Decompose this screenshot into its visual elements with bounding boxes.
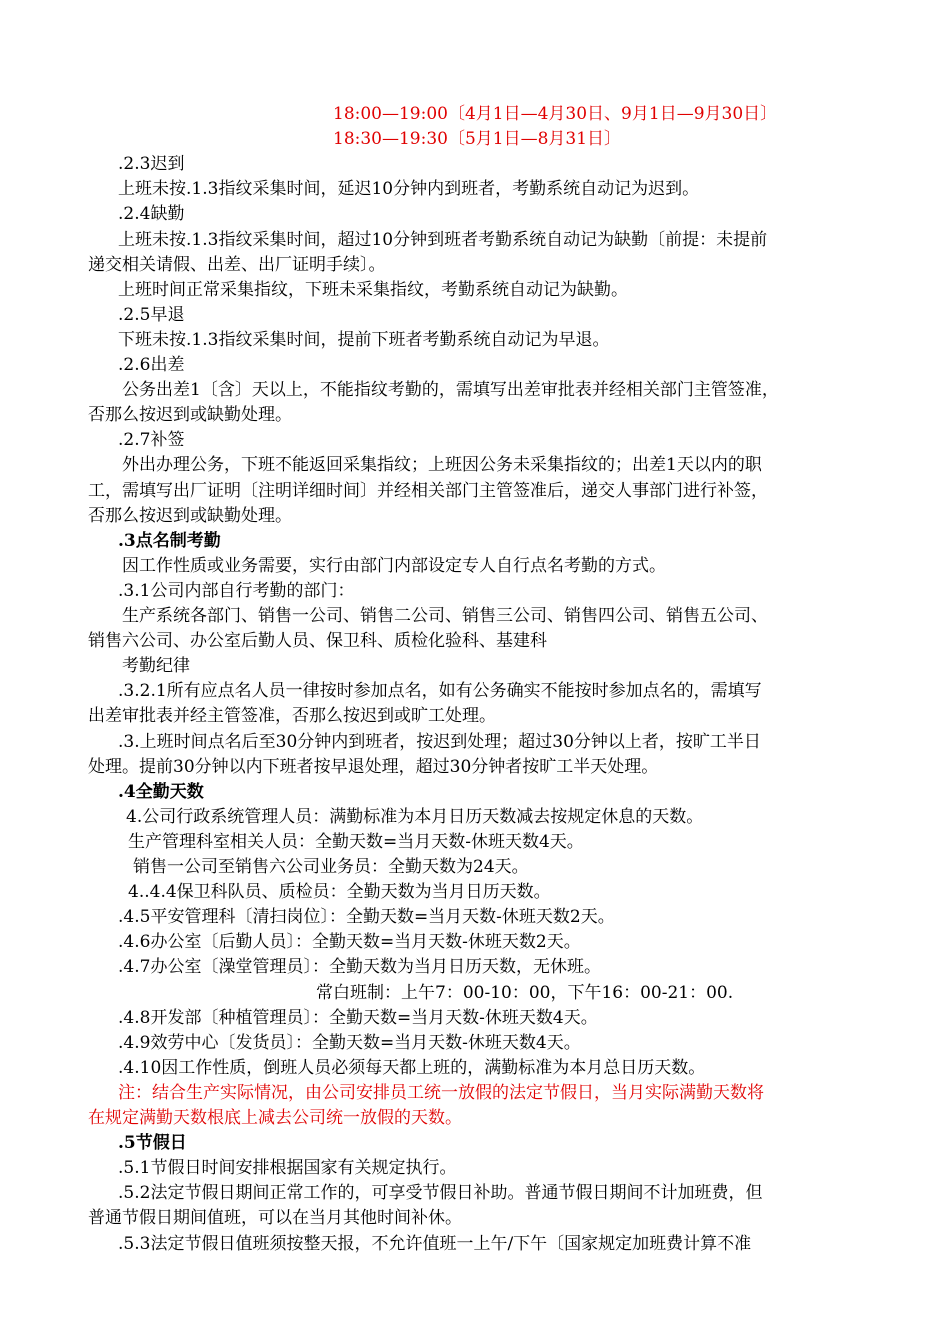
section-heading: .2.7补签	[118, 430, 185, 450]
paragraph-line: 工，需填写出厂证明〔注明详细时间〕并经相关部门主管签准后，递交人事部门进行补签，	[88, 481, 768, 501]
paragraph-line: 4.公司行政系统管理人员：满勤标准为本月日历天数减去按规定休息的天数。	[126, 807, 704, 827]
paragraph-line: 公务出差1〔含〕天以上，不能指纹考勤的，需填写出差审批表并经相关部门主管签准，	[122, 380, 779, 400]
paragraph-line: 4..4.4保卫科队员、质检员：全勤天数为当月日历天数。	[128, 882, 551, 902]
section-heading-bold: .3点名制考勤	[118, 531, 221, 551]
paragraph-line: .5.2法定节假日期间正常工作的，可享受节假日补助。普通节假日期间不计加班费，但	[118, 1183, 763, 1203]
paragraph-line: 上班未按.1.3指纹采集时间，超过10分钟到班者考勤系统自动记为缺勤〔前提：未提前	[118, 230, 768, 250]
section-heading: .2.5早退	[118, 305, 185, 325]
paragraph-line: 外出办理公务，下班不能返回采集指纹；上班因公务未采集指纹的；出差1天以内的职	[122, 455, 762, 475]
paragraph-line: 普通节假日期间值班，可以在当月其他时间补休。	[88, 1208, 462, 1228]
paragraph-line: 生产管理科室相关人员：全勤天数=当月天数-休班天数4天。	[128, 832, 584, 852]
paragraph-line: .5.1节假日时间安排根据国家有关规定执行。	[118, 1158, 457, 1178]
section-heading: .2.3迟到	[118, 154, 185, 174]
paragraph-line: .4.8开发部〔种植管理员〕：全勤天数=当月天数-休班天数4天。	[118, 1008, 598, 1028]
section-heading-bold: .5节假日	[118, 1133, 187, 1153]
paragraph-line: 出差审批表并经主管签准，否那么按迟到或旷工处理。	[88, 706, 496, 726]
paragraph-line: 上班未按.1.3指纹采集时间，延迟10分钟内到班者，考勤系统自动记为迟到。	[118, 179, 700, 199]
paragraph-line: .4.5平安管理科〔清扫岗位〕：全勤天数=当月天数-休班天数2天。	[118, 907, 615, 927]
schedule-line-1: 18:00—19:00〔4月1日—4月30日、9月1日—9月30日〕	[333, 104, 778, 124]
paragraph-line: .3.2.1所有应点名人员一律按时参加点名，如有公务确实不能按时参加点名的，需填写	[118, 681, 762, 701]
paragraph-line: 否那么按迟到或缺勤处理。	[88, 506, 292, 526]
section-heading: .2.6出差	[118, 355, 185, 375]
paragraph-line: .5.3法定节假日值班须按整天报，不允许值班一上午/下午〔国家规定加班费计算不准	[118, 1234, 752, 1254]
note-line: 注：结合生产实际情况，由公司安排员工统一放假的法定节假日，当月实际满勤天数将	[118, 1083, 764, 1103]
section-heading-bold: .4全勤天数	[118, 782, 204, 802]
note-line: 在规定满勤天数根底上减去公司统一放假的天数。	[88, 1108, 462, 1128]
paragraph-line: 下班未按.1.3指纹采集时间，提前下班者考勤系统自动记为早退。	[118, 330, 610, 350]
paragraph-line: 处理。提前30分钟以内下班者按早退处理，超过30分钟者按旷工半天处理。	[88, 757, 659, 777]
subsection-heading: 考勤纪律	[122, 656, 190, 676]
paragraph-line: 因工作性质或业务需要，实行由部门内部设定专人自行点名考勤的方式。	[122, 556, 666, 576]
paragraph-line: 常白班制：上午7：00-10：00，下午16：00-21：00.	[316, 983, 734, 1003]
paragraph-line: .4.9效劳中心〔发货员〕：全勤天数=当月天数-休班天数4天。	[118, 1033, 581, 1053]
paragraph-line: .4.7办公室〔澡堂管理员〕：全勤天数为当月日历天数，无休班。	[118, 957, 601, 977]
paragraph-line: .4.10因工作性质，倒班人员必须每天都上班的，满勤标准为本月总日历天数。	[118, 1058, 706, 1078]
schedule-line-2: 18:30—19:30〔5月1日—8月31日〕	[333, 129, 622, 149]
paragraph-line: .4.6办公室〔后勤人员〕：全勤天数=当月天数-休班天数2天。	[118, 932, 581, 952]
paragraph-line: .3.上班时间点名后至30分钟内到班者，按迟到处理；超过30分钟以上者，按旷工半日	[118, 732, 761, 752]
paragraph-line: 递交相关请假、出差、出厂证明手续〕。	[88, 255, 386, 275]
paragraph-line: 否那么按迟到或缺勤处理。	[88, 405, 292, 425]
section-heading: .3.1公司内部自行考勤的部门：	[118, 581, 355, 601]
section-heading: .2.4缺勤	[118, 204, 185, 224]
paragraph-line: 生产系统各部门、销售一公司、销售二公司、销售三公司、销售四公司、销售五公司、	[122, 606, 768, 626]
paragraph-line: 销售六公司、办公室后勤人员、保卫科、质检化验科、基建科	[88, 631, 547, 651]
paragraph-line: 上班时间正常采集指纹，下班未采集指纹，考勤系统自动记为缺勤。	[118, 280, 628, 300]
paragraph-line: 销售一公司至销售六公司业务员：全勤天数为24天。	[133, 857, 529, 877]
